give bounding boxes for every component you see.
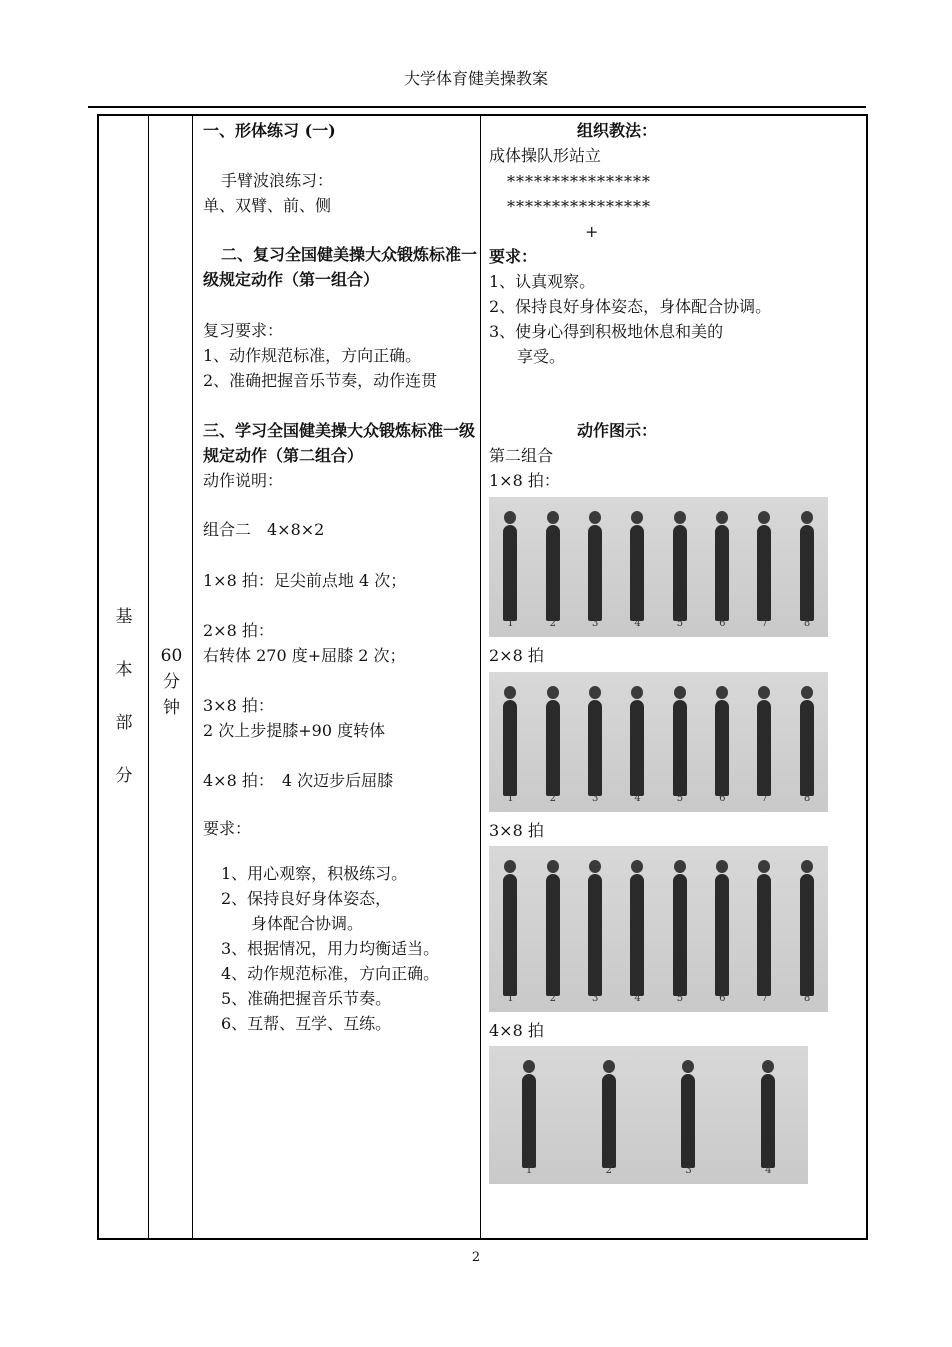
teacher-position: + [585,222,599,241]
section-char: 本 [115,660,133,680]
review-requirement: 1、动作规范标准，方向正确。 [203,346,422,365]
section-1-subtitle: 手臂波浪练习： [221,171,334,190]
movement-photo-1 [489,497,828,637]
dancer-figure [630,874,644,996]
dancer-figure [800,525,814,621]
dancer-figure [546,525,560,621]
beat-4-description: 4×8 拍： 4 次迈步后屈膝 [203,771,394,790]
frame-number: 2 [605,1165,612,1176]
movement-photo-2 [489,672,828,812]
dancer-figure [673,525,687,621]
frame-number: 5 [676,993,684,1004]
dancer-figure [522,1074,536,1168]
dancer-figure [800,700,814,796]
time-unit-char: 分 [163,672,180,692]
dancer-figure [588,525,602,621]
dancer-figure [757,700,771,796]
section-1-title: 一、形体练习 (一) [203,121,336,140]
dancer-figure [715,874,729,996]
photo-2-caption: 2×8 拍 [489,646,544,665]
section-char: 分 [115,766,133,786]
dancer-figure [602,1074,616,1168]
frame-number: 1 [525,1165,533,1176]
frame-number: 4 [634,618,641,629]
lesson-table [97,114,868,1240]
formation-row: **************** [507,172,651,191]
frame-number: 3 [591,793,599,804]
organization-requirement: 3、使身心得到积极地休息和美的 [489,322,724,341]
dancer-figure [715,525,729,621]
header-rule [88,106,866,108]
page-number: 2 [471,1250,481,1265]
requirements-title: 要求： [203,819,252,838]
organization-requirement: 享受。 [517,347,566,366]
dancer-figure [715,700,729,796]
frame-number: 8 [803,993,811,1004]
section-3-title: 三、学习全国健美操大众锻炼标准一级规定动作（第二组合） [203,421,476,465]
combination-label: 组合二 4×8×2 [203,520,325,539]
photo-1-caption: 1×8 拍： [489,471,560,490]
organization-requirement: 1、认真观察。 [489,272,596,291]
section-2-title: 二、复习全国健美操大众锻炼标准一级规定动作（第一组合） [203,245,478,289]
frame-number: 1 [507,793,514,804]
figure-illustration-title: 动作图示： [577,421,658,440]
dancer-figure [546,874,560,996]
frame-number: 1 [507,993,514,1004]
requirement-item: 6、互帮、互学、互练。 [221,1014,392,1033]
dancer-figure [630,525,644,621]
movement-description-label: 动作说明： [203,471,284,490]
requirement-item: 1、用心观察，积极练习。 [221,864,408,883]
dancer-figure [503,700,517,796]
organization-title: 组织教法： [577,121,658,140]
frame-number: 7 [761,793,768,804]
dancer-figure [546,700,560,796]
frame-number: 2 [549,793,556,804]
frame-number: 1 [507,618,514,629]
time-label [150,643,193,721]
requirement-item: 5、准确把握音乐节奏。 [221,989,392,1008]
frame-number: 4 [634,993,641,1004]
beat-1-description: 1×8 拍：足尖前点地 4 次； [203,571,407,590]
frame-number: 4 [634,793,641,804]
frame-number: 6 [719,793,726,804]
dancer-figure [673,700,687,796]
requirement-item: 4、动作规范标准，方向正确。 [221,964,440,983]
dancer-figure [757,525,771,621]
dancer-figure [681,1074,695,1168]
beat-3-label: 3×8 拍： [203,696,274,715]
frame-number: 6 [719,993,726,1004]
frame-number: 2 [549,618,556,629]
dancer-figure [588,700,602,796]
requirement-item: 3、根据情况，用力均衡适当。 [221,939,440,958]
frame-number: 4 [765,1165,772,1176]
dancer-figure [588,874,602,996]
photo-4-caption: 4×8 拍 [489,1021,544,1040]
requirement-item: 2、保持良好身体姿态， [221,889,392,908]
organization-requirement: 2、保持良好身体姿态，身体配合协调。 [489,297,772,316]
dancer-figure [673,874,687,996]
frame-number: 3 [591,993,599,1004]
frame-number: 8 [803,618,811,629]
combination-2-label: 第二组合 [489,446,554,465]
dancer-figure [800,874,814,996]
formation-text: 成体操队形站立 [489,146,602,165]
review-requirements-title: 复习要求： [203,321,284,340]
time-unit-char: 钟 [163,698,180,718]
movement-photo-3 [489,846,828,1012]
frame-number: 3 [685,1165,692,1176]
section-char: 部 [115,713,133,733]
movement-photo-4 [489,1046,808,1184]
time-value: 60 [160,646,183,666]
frame-number: 2 [549,993,556,1004]
frame-number: 8 [803,793,811,804]
requirement-item: 身体配合协调。 [251,914,364,933]
frame-number: 6 [719,618,726,629]
review-requirement: 2、准确把握音乐节奏，动作连贯 [203,371,438,390]
frame-number: 7 [761,993,768,1004]
organization-requirements-title: 要求： [489,247,538,266]
dancer-figure [503,874,517,996]
section-char: 基 [115,607,133,627]
photo-3-caption: 3×8 拍 [489,821,544,840]
frame-number: 5 [676,793,684,804]
frame-number: 3 [591,618,599,629]
beat-2-description: 右转体 270 度+屈膝 2 次； [203,646,406,665]
dancer-figure [503,525,517,621]
frame-number: 7 [761,618,768,629]
frame-number: 5 [676,618,684,629]
dancer-figure [757,874,771,996]
beat-3-description: 2 次上步提膝+90 度转体 [203,721,386,740]
dancer-figure [630,700,644,796]
page-header-title: 大学体育健美操教案 [403,69,548,88]
formation-row: **************** [507,197,651,216]
dancer-figure [761,1074,775,1168]
beat-2-label: 2×8 拍： [203,621,274,640]
section-label [99,591,149,803]
section-1-detail: 单、双臂、前、侧 [203,196,332,215]
